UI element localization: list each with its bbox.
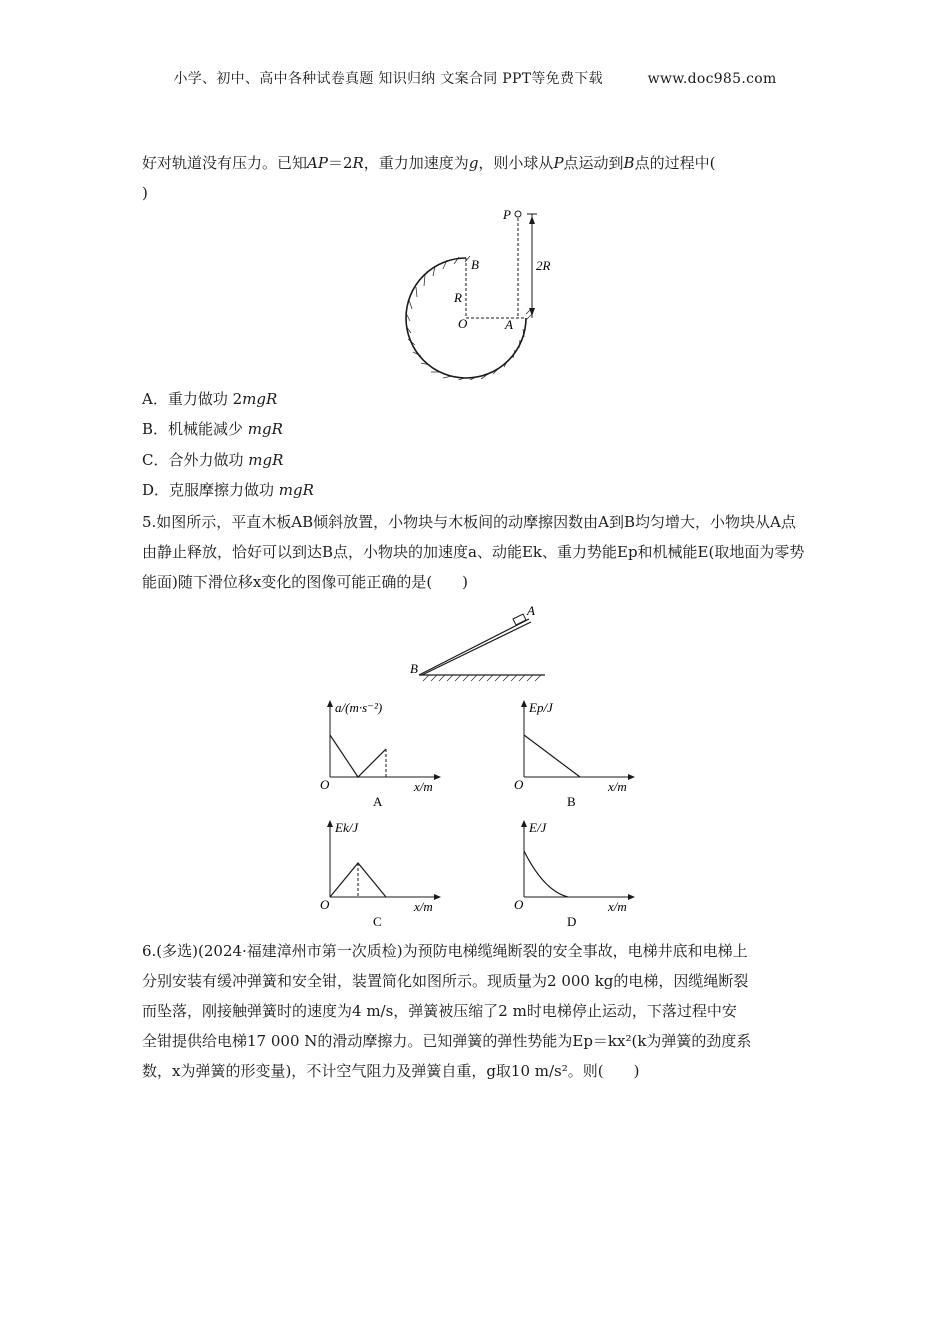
incline-label-A: A (527, 603, 535, 618)
graph-d-ylabel: E/J (529, 820, 547, 835)
graph-b-xlabel: x/m (608, 779, 627, 794)
header-site: www.doc985.com (647, 71, 777, 87)
graph-d (512, 817, 642, 932)
q6-line-3: 而坠落，刚接触弹簧时的速度为4 m/s，弹簧被压缩了2 m时电梯停止运动，下落过程中安 (142, 1002, 737, 1020)
page-header (0, 68, 950, 88)
graph-a (318, 697, 448, 812)
q4-option-c: C．合外力做功 mgR (142, 451, 284, 469)
graph-c-xlabel: x/m (414, 899, 433, 914)
incline-figure (405, 603, 555, 685)
header-title: 小学、初中、高中各种试卷真题 知识归纳 文案合同 PPT等免费下载 (173, 71, 603, 87)
graph-c-ylabel: Ek/J (335, 820, 359, 835)
incline-label-B: B (410, 661, 418, 676)
graph-a-origin: O (320, 777, 330, 792)
q4-stem: 好对轨道没有压力。已知AP＝2R，重力加速度为g，则小球从P点运动到B点的过程中( ) (142, 154, 716, 202)
graph-d-origin: O (514, 897, 524, 912)
graph-d-xlabel: x/m (608, 899, 627, 914)
graph-b-ylabel: Ep/J (529, 700, 553, 715)
label-R: R (454, 290, 462, 305)
graph-c (318, 817, 448, 932)
graph-b-caption: B (567, 794, 576, 809)
graph-b-origin: O (514, 777, 524, 792)
q6-line-5: 数，x为弹簧的形变量)，不计空气阻力及弹簧自重，g取10 m/s²。则( ) (142, 1062, 640, 1080)
graph-d-caption: D (567, 914, 577, 929)
q6-line-2: 分别安装有缓冲弹簧和安全钳，装置简化如图所示。现质量为2 000 kg的电梯，因缆绳断裂 (142, 972, 749, 990)
graph-a-caption: A (373, 794, 383, 809)
q4-option-d: D．克服摩擦力做功 mgR (142, 481, 314, 499)
graph-b (512, 697, 642, 812)
label-P: P (503, 207, 511, 222)
label-A: A (505, 317, 513, 332)
graph-c-origin: O (320, 897, 330, 912)
q6-line-1: 6.(多选)(2024·福建漳州市第一次质检)为预防电梯缆绳断裂的安全事故，电梯井底和电梯上 (142, 942, 748, 960)
q5-stem: 5.如图所示，平直木板AB倾斜放置，小物块与木板间的动摩擦因数由A到B均匀增大，小物块从A点由静止释放，恰好可以到达B点，小物块的加速度a、动能Ek、重力势能Ep和机械能E(取地面为零势能面)随下滑位移x变化的图像可能正确的是( ) (142, 513, 805, 591)
q6-line-4: 全钳提供给电梯17 000 N的滑动摩擦力。已知弹簧的弹性势能为Ep＝kx²(k为弹簧的劲度系 (142, 1032, 752, 1050)
q6-stem (142, 936, 810, 1086)
graph-c-caption: C (373, 914, 382, 929)
label-2R: 2R (536, 258, 551, 273)
q4-option-a: A．重力做功 2mgR (142, 390, 278, 408)
graph-a-xlabel: x/m (414, 779, 433, 794)
label-O: O (458, 316, 468, 331)
q4-option-b: B．机械能减少 mgR (142, 420, 283, 438)
circular-track-figure (405, 202, 555, 380)
label-B: B (471, 257, 479, 272)
graph-a-ylabel: a/(m·s⁻²) (335, 700, 383, 715)
